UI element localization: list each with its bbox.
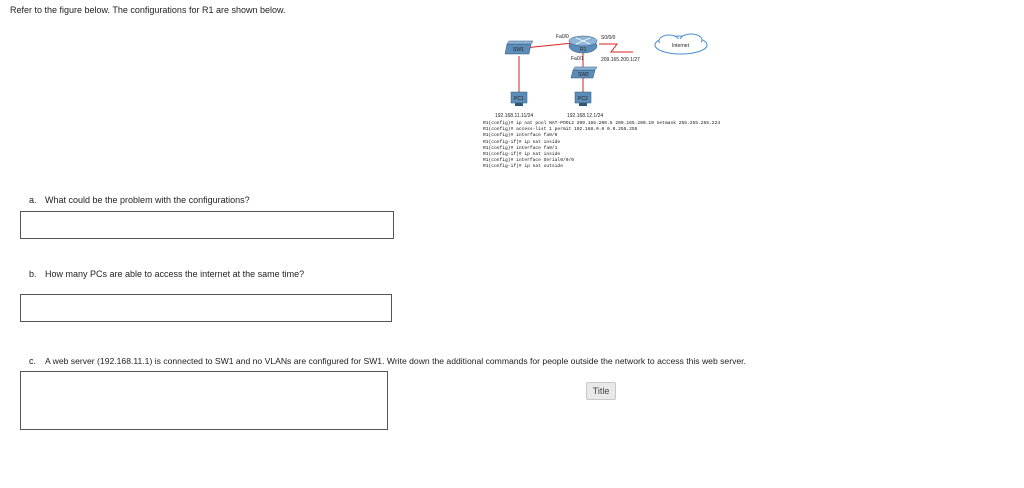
- config-line: R1(config)# ip nat pool NAT-POOL2 209.165.200.5 209.165.200.10 netmask 255.255.255.224: [483, 121, 721, 126]
- title-button[interactable]: Title: [586, 382, 616, 400]
- question-b-letter: b.: [29, 269, 37, 279]
- intro-text: Refer to the figure below. The configurations for R1 are shown below.: [10, 5, 286, 15]
- config-line: R1(config-if)# ip nat inside: [483, 139, 561, 145]
- answer-b-input[interactable]: [20, 294, 392, 322]
- question-c-letter: c.: [29, 356, 37, 366]
- config-line: R1(config)# interface Serial0/0/0: [483, 158, 574, 164]
- pc2-ip-label: 192.168.12.1/24: [567, 113, 604, 119]
- answer-a-input[interactable]: [20, 211, 394, 239]
- fa01-label: Fa0/1: [571, 56, 584, 62]
- fa00-label: Fa0/0: [556, 34, 569, 40]
- network-diagram: [483, 30, 753, 122]
- r1-label: R1: [580, 47, 587, 53]
- router-config: [483, 121, 753, 171]
- config-line: R1(config)# interface fa0/1: [483, 145, 558, 151]
- pc1-ip-label: 192.168.11.11/24: [495, 113, 534, 119]
- question-a-letter: a.: [29, 195, 37, 205]
- config-line: R1(config-if)# ip nat outside: [483, 164, 563, 170]
- link-r1-internet: [599, 44, 633, 52]
- sw2-label: SW2: [578, 72, 589, 78]
- question-c-text: A web server (192.168.11.1) is connected to SW1 and no VLANs are configured for SW1. Write down the additional commands for people outside the network to access this web server.: [45, 356, 746, 366]
- pc2-label: PC2: [578, 96, 588, 102]
- answer-c-input[interactable]: [20, 371, 388, 430]
- sw1-label: SW1: [513, 47, 524, 53]
- question-b-text: How many PCs are able to access the internet at the same time?: [45, 269, 305, 279]
- config-line: R1(config)# interface fa0/0: [483, 133, 558, 139]
- s000-label: S0/0/0: [601, 35, 616, 41]
- internet-label: Internet: [672, 43, 689, 49]
- config-line: R1(config-if)# ip nat inside: [483, 152, 561, 158]
- serial-ip-label: 209.165.200.1/27: [601, 57, 640, 63]
- config-line: R1(config)# access-list 1 permit 192.168.0.0 0.0.255.255: [483, 127, 638, 133]
- question-a-text: What could be the problem with the configurations?: [45, 195, 250, 205]
- pc1-label: PC1: [514, 96, 524, 102]
